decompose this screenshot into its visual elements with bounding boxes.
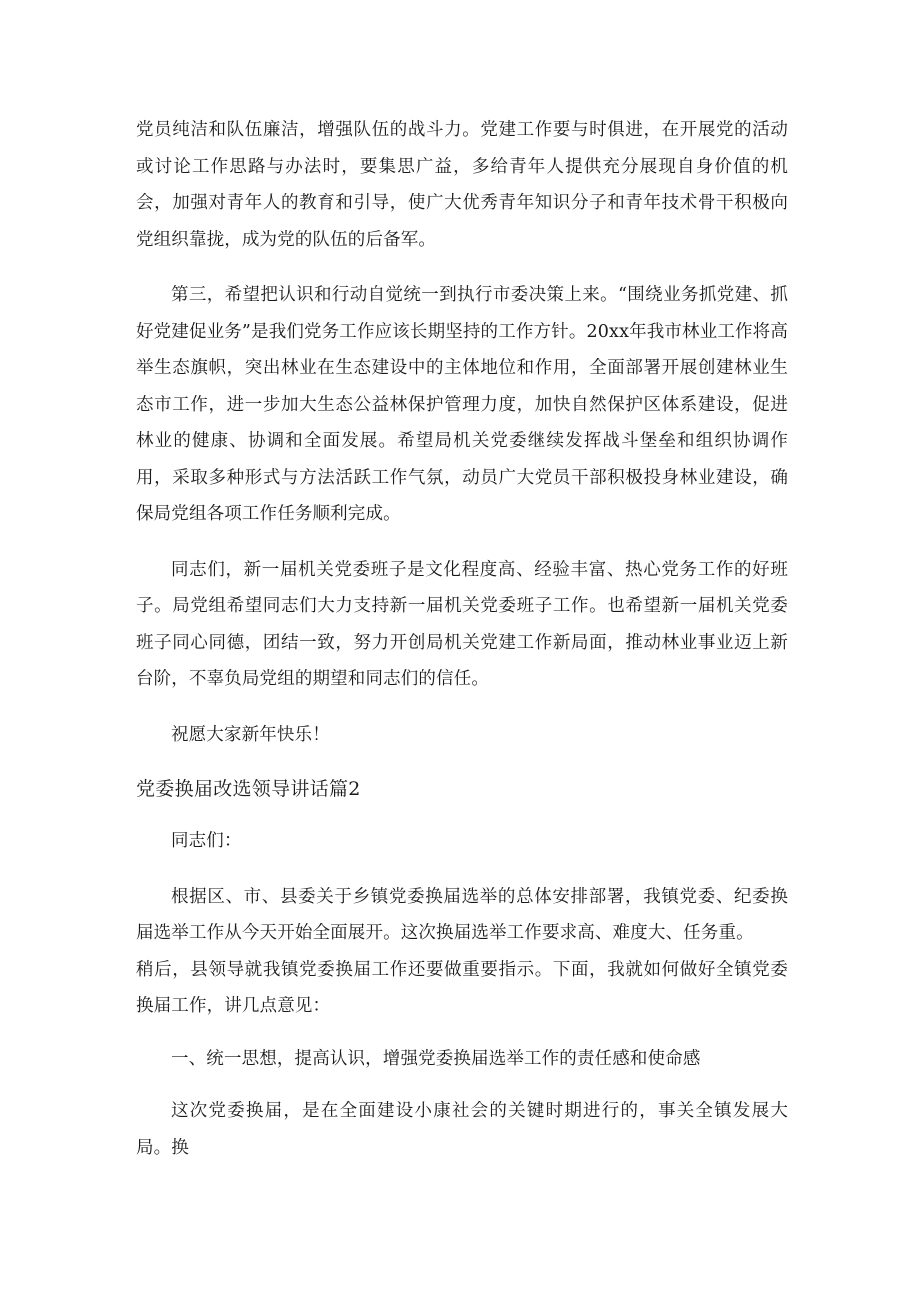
section-title: 党委换届改选领导讲话篇2 (136, 778, 361, 800)
paragraph-arrangement: 根据区、市、县委关于乡镇党委换届选举的总体安排部署，我镇党委、纪委换届选举工作从今天开始全面展开。这次换届选举工作要求高、难度大、任务重。 (136, 886, 788, 943)
paragraph-election-context: 这次党委换届，是在全面建设小康社会的关键时期进行的，事关全镇发展大局。换 (136, 1101, 788, 1158)
paragraph-third-point: 第三，希望把认识和行动自觉统一到执行市委决策上来。“围绕业务抓党建、抓好党建促业务”是我们党务工作应该长期坚持的工作方针。20xx年我市林业工作将高举生态旗帜，突出林业在生态建设中的主体地位和作用，全面部署开展创建林业生态市工作，进一步加大生态公益林保护管理力度，加快自然保护区体系建设，促进林业的健康、协调和全面发展。希望局机关党委继续发挥战斗堡垒和组织协调作用，采取多种形式与方法活跃工作气氛，动员广大党员干部积极投身林业建设，确保局党组各项工作任务顺利完成。 (136, 285, 788, 524)
paragraph-greeting: 同志们： (171, 831, 242, 851)
paragraph-continuation: 党员纯洁和队伍廉洁，增强队伍的战斗力。党建工作要与时俱进，在开展党的活动或讨论工作思路与办法时，要集思广益，多给青年人提供充分展现自身价值的机会，加强对青年人的教育和引导，使广大优秀青年知识分子和青年技术骨干积极向党组织靠拢，成为党的队伍的后备军。 (136, 120, 788, 250)
paragraph-instructions: 稍后，县领导就我镇党委换届工作还要做重要指示。下面，我就如何做好全镇党委换届工作，讲几点意见： (136, 959, 788, 1016)
paragraph-comrades: 同志们，新一届机关党委班子是文化程度高、经验丰富、热心党务工作的好班子。局党组希望同志们大力支持新一届机关党委班子工作。也希望新一届机关党委班子同心同德，团结一致，努力开创局机关党建工作新局面，推动林业事业迈上新台阶，不辜负局党组的期望和同志们的信任。 (136, 559, 788, 689)
paragraph-new-year-wishes: 祝愿大家新年快乐！ (171, 724, 330, 745)
paragraph-heading-one: 一、统一思想，提高认识，增强党委换届选举工作的责任感和使命感 (171, 1048, 701, 1069)
document-body (136, 112, 788, 1166)
